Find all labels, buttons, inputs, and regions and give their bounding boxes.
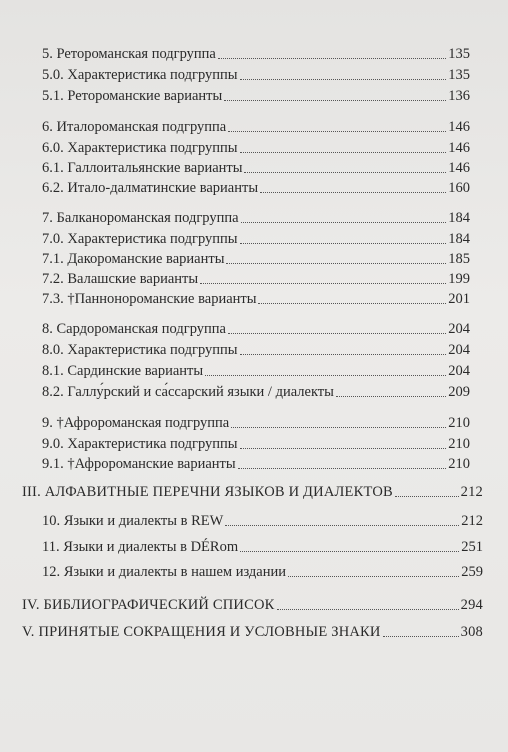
dot-leader: [288, 576, 459, 577]
toc-entry-page: 210: [448, 436, 470, 452]
dot-leader: [336, 396, 446, 397]
toc-entry-page: 146: [448, 119, 470, 135]
toc-entry: [42, 46, 470, 63]
toc-entry-page: 160: [448, 180, 470, 196]
toc-entry-title: 6. Италороманская подгруппа: [42, 119, 227, 135]
toc-entry-page: 135: [448, 46, 470, 62]
toc-entry-page: 251: [461, 539, 483, 555]
toc-entry: [42, 564, 483, 581]
toc-entry-title: 6.1. Галлоитальянские варианты: [42, 160, 243, 176]
toc-entry-page: 184: [448, 231, 470, 247]
toc-entry-title: 9. †Афророманская подгруппа: [42, 415, 230, 431]
dot-leader: [226, 263, 446, 264]
toc-entry-page: 204: [448, 342, 470, 358]
toc-entry: [42, 271, 470, 288]
dot-leader: [258, 303, 446, 304]
toc-entry-title: 11. Языки и диалекты в DÉRom: [42, 539, 239, 555]
toc-section-title: V. ПРИНЯТЫЕ СОКРАЩЕНИЯ И УСЛОВНЫЕ ЗНАКИ: [22, 624, 381, 640]
toc-entry: [42, 180, 470, 197]
dot-leader: [240, 551, 459, 552]
toc-entry: [42, 321, 470, 338]
dot-leader: [218, 58, 446, 59]
toc-entry: [42, 88, 470, 105]
dot-leader: [240, 354, 447, 355]
dot-leader: [225, 525, 459, 526]
toc-entry-title: 9.1. †Афророманские варианты: [42, 456, 236, 472]
toc-entry: [42, 539, 483, 556]
dot-leader: [238, 468, 447, 469]
toc-entry-page: 146: [448, 140, 470, 156]
toc-entry-title: 7.2. Валашские варианты: [42, 271, 199, 287]
dot-leader: [231, 427, 446, 428]
toc-entry-title: 7.3. †Паннонороманские варианты: [42, 291, 257, 307]
toc-entry: [42, 210, 470, 227]
toc-entry: [42, 384, 470, 401]
toc-section-title: III. АЛФАВИТНЫЕ ПЕРЕЧНИ ЯЗЫКОВ И ДИАЛЕКТОВ: [22, 484, 393, 500]
toc-entry: [42, 119, 470, 136]
toc-section-title: IV. БИБЛИОГРАФИЧЕСКИЙ СПИСОК: [22, 597, 275, 613]
toc-entry-title: 9.0. Характеристика подгруппы: [42, 436, 238, 452]
toc-entry-page: 212: [461, 513, 483, 529]
dot-leader: [240, 448, 447, 449]
toc-entry-title: 7. Балканороманская подгруппа: [42, 210, 239, 226]
toc-entry-title: 5. Ретороманская подгруппа: [42, 46, 216, 62]
dot-leader: [240, 79, 447, 80]
toc-entry-title: 5.1. Ретороманские варианты: [42, 88, 223, 104]
toc-entry-page: 209: [448, 384, 470, 400]
toc-entry-title: 5.0. Характеристика подгруппы: [42, 67, 238, 83]
toc-entry-page: 135: [448, 67, 470, 83]
toc-entry-title: 6.2. Итало-далматинские варианты: [42, 180, 259, 196]
toc-entry-page: 199: [448, 271, 470, 287]
toc-section: [22, 484, 483, 501]
toc-entry: [42, 251, 470, 268]
toc-entry-page: 204: [448, 363, 470, 379]
dot-leader: [383, 636, 459, 637]
toc-entry: [42, 231, 470, 248]
toc-entry-title: 8.0. Характеристика подгруппы: [42, 342, 238, 358]
toc-section-page: 308: [460, 624, 483, 640]
dot-leader: [395, 496, 459, 497]
toc-entry: [42, 513, 483, 530]
toc-entry-title: 8.2. Галлу́рский и са́ссарский языки / диалекты: [42, 384, 334, 400]
toc-entry-title: 7.1. Дакороманские варианты: [42, 251, 225, 267]
dot-leader: [240, 243, 447, 244]
dot-leader: [205, 375, 446, 376]
toc-entry: [42, 436, 470, 453]
dot-leader: [240, 152, 447, 153]
toc-entry-page: 184: [448, 210, 470, 226]
toc-entry-page: 259: [461, 564, 483, 580]
dot-leader: [260, 192, 446, 193]
toc-entry-title: 8.1. Сардинские варианты: [42, 363, 204, 379]
toc-section: [22, 597, 483, 614]
dot-leader: [228, 333, 446, 334]
dot-leader: [228, 131, 446, 132]
toc-entry-page: 146: [448, 160, 470, 176]
dot-leader: [224, 100, 446, 101]
toc-entry-page: 136: [448, 88, 470, 104]
dot-leader: [200, 283, 446, 284]
toc-entry-page: 210: [448, 415, 470, 431]
toc-entry: [42, 291, 470, 308]
toc-entry: [42, 456, 470, 473]
toc-entry-page: 201: [448, 291, 470, 307]
toc-section-page: 294: [460, 597, 483, 613]
toc-entry-title: 10. Языки и диалекты в REW: [42, 513, 224, 529]
dot-leader: [277, 609, 459, 610]
toc-section: [22, 624, 483, 641]
toc-section-page: 212: [460, 484, 483, 500]
toc-entry: [42, 363, 470, 380]
toc-entry: [42, 160, 470, 177]
toc-entry-title: 8. Сардороманская подгруппа: [42, 321, 226, 337]
toc-entry-title: 12. Языки и диалекты в нашем издании: [42, 564, 287, 580]
toc-entry: [42, 140, 470, 157]
dot-leader: [241, 222, 447, 223]
toc-entry-title: 7.0. Характеристика подгруппы: [42, 231, 238, 247]
dot-leader: [244, 172, 446, 173]
toc-entry-title: 6.0. Характеристика подгруппы: [42, 140, 238, 156]
toc-entry: [42, 415, 470, 432]
toc-entry-page: 210: [448, 456, 470, 472]
toc-entry-page: 204: [448, 321, 470, 337]
toc-entry-page: 185: [448, 251, 470, 267]
toc-entry: [42, 67, 470, 84]
toc-entry: [42, 342, 470, 359]
